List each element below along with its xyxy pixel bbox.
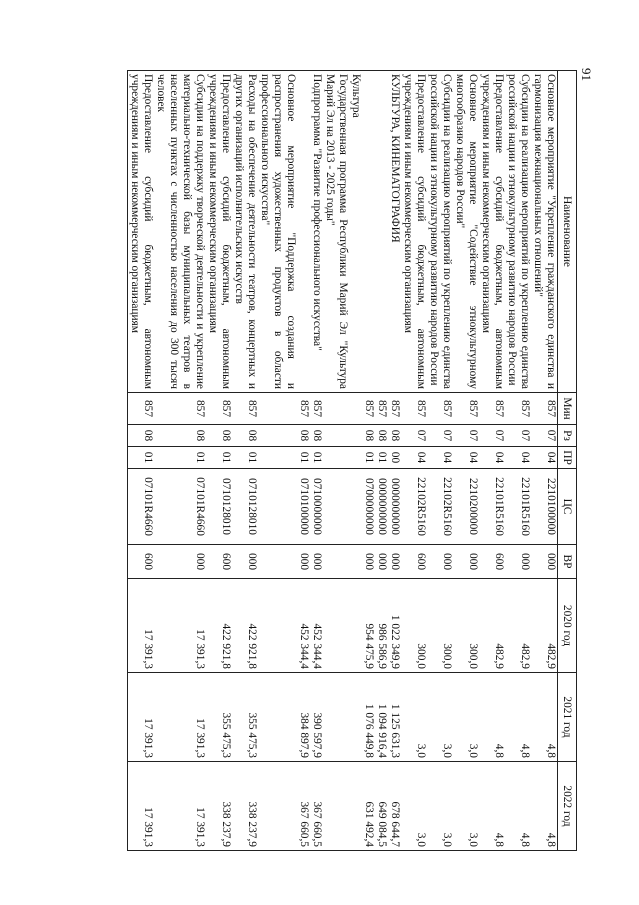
cell-rz xyxy=(505,425,531,447)
cell-vr xyxy=(531,545,558,579)
cell-value: 857 xyxy=(246,399,258,418)
table-row xyxy=(531,71,558,851)
cell-value: 000 xyxy=(363,552,375,571)
cell-value: 0710128010 xyxy=(246,478,258,535)
row-name: Предоставление субсидий бюджетным, автономным учреждениям и иным некоммерческим организациям xyxy=(401,71,427,393)
cell-cs xyxy=(206,469,232,545)
cell-y2021 xyxy=(258,673,297,762)
cell-value: 17 391,3 xyxy=(142,807,154,847)
table-row xyxy=(505,71,531,851)
cell-value: 857 xyxy=(142,399,154,418)
cell-vr xyxy=(323,545,349,579)
cell-value: 0000000000 xyxy=(376,478,388,535)
cell-value: 338 237,9 xyxy=(220,801,232,847)
cell-y2021 xyxy=(206,673,232,762)
cell-value: 600 xyxy=(493,552,505,571)
cell-pr xyxy=(453,447,479,469)
cell-value: 07 xyxy=(519,429,531,442)
cell-value: 04 xyxy=(545,451,557,464)
cell-cs xyxy=(479,469,505,545)
row-name: Субсидии на поддержку творческой деятельности и укрепление материально-технической базы муниципальных театров в населенных пунктах с численностью населения до 300 тысяч человек xyxy=(154,71,206,393)
cell-vr xyxy=(362,545,401,579)
cell-cs xyxy=(128,469,155,545)
row-name: Предоставление субсидий бюджетным, автономным учреждениям и иным некоммерческим организациям xyxy=(479,71,505,393)
cell-value: 01 xyxy=(220,451,232,464)
cell-value: 17 391,3 xyxy=(142,629,154,669)
cell-value: 857 xyxy=(311,399,323,418)
cell-value: 08 xyxy=(220,429,232,442)
cell-y2022 xyxy=(232,762,258,851)
cell-value: 1 094 916,4 xyxy=(376,703,388,758)
cell-value: 482,9 xyxy=(519,643,531,669)
cell-value: 3,0 xyxy=(415,743,427,758)
cell-pr xyxy=(401,447,427,469)
cell-value: 2210200000 xyxy=(467,478,479,535)
cell-vr xyxy=(453,545,479,579)
table-row xyxy=(323,71,349,851)
cell-value: 0710128010 xyxy=(220,478,232,535)
cell-value: 300,0 xyxy=(415,643,427,669)
cell-value: 01 xyxy=(246,451,258,464)
cell-value: 857 xyxy=(389,399,401,418)
cell-value: 1 076 449,8 xyxy=(363,703,375,758)
cell-value: 482,9 xyxy=(545,643,557,669)
cell-cs xyxy=(453,469,479,545)
cell-value: 422 921,8 xyxy=(246,623,258,669)
cell-pr xyxy=(128,447,155,469)
cell-y2021 xyxy=(128,673,155,762)
cell-value: 0710100000 xyxy=(298,478,310,535)
cell-value: 07 xyxy=(545,429,557,442)
cell-value: 07 xyxy=(467,429,479,442)
cell-y2021 xyxy=(453,673,479,762)
cell-value: 857 xyxy=(298,399,310,418)
cell-value: 01 xyxy=(376,451,388,464)
cell-cs xyxy=(297,469,323,545)
cell-vr xyxy=(297,545,323,579)
cell-value: 0000000000 xyxy=(389,478,401,535)
table-row xyxy=(297,71,323,851)
cell-pr xyxy=(349,447,362,469)
cell-value: 857 xyxy=(519,399,531,418)
cell-value: 000 xyxy=(246,552,258,571)
cell-y2022 xyxy=(453,762,479,851)
row-name: Субсидии на реализацию мероприятий по укреплению единства российской нации и этнокультурному развитию народов России xyxy=(427,71,453,393)
cell-rz xyxy=(206,425,232,447)
cell-y2022 xyxy=(505,762,531,851)
cell-min xyxy=(362,393,401,425)
cell-value: 04 xyxy=(467,451,479,464)
cell-value: 338 237,9 xyxy=(246,801,258,847)
cell-value: 01 xyxy=(194,451,206,464)
cell-value: 07 xyxy=(441,429,453,442)
table-row xyxy=(206,71,232,851)
row-name: Предоставление субсидий бюджетным, автономным учреждениям и иным некоммерческим организациям xyxy=(128,71,155,393)
row-name: КУЛЬТУРА, КИНЕМАТОГРАФИЯ xyxy=(362,71,401,393)
cell-y2022 xyxy=(297,762,323,851)
cell-value: 04 xyxy=(415,451,427,464)
cell-cs xyxy=(531,469,558,545)
row-name: Подпрограмма "Развитие профессионального искусства" xyxy=(297,71,323,393)
cell-y2022 xyxy=(531,762,558,851)
row-name: Основное мероприятие "Содействие этнокультурному многообразию народов России" xyxy=(453,71,479,393)
cell-value: 857 xyxy=(363,399,375,418)
cell-value: 3,0 xyxy=(467,832,479,847)
cell-value: 22102R5160 xyxy=(441,477,453,536)
cell-value: 384 897,9 xyxy=(298,712,310,758)
cell-vr xyxy=(128,545,155,579)
cell-min xyxy=(401,393,427,425)
cell-y2021 xyxy=(232,673,258,762)
cell-value: 4,8 xyxy=(519,743,531,758)
cell-rz xyxy=(232,425,258,447)
cell-y2020 xyxy=(531,579,558,673)
header-pr: ПР xyxy=(558,447,577,469)
cell-value: 04 xyxy=(493,451,505,464)
cell-y2020 xyxy=(401,579,427,673)
cell-value: 857 xyxy=(376,399,388,418)
cell-value: 01 xyxy=(298,451,310,464)
cell-rz xyxy=(128,425,155,447)
cell-y2020 xyxy=(427,579,453,673)
cell-y2022 xyxy=(323,762,349,851)
cell-value: 631 492,4 xyxy=(363,801,375,847)
row-name: Основное мероприятие "Укрепление гражданского единства и гармонизация межнациональных отношений" xyxy=(531,71,558,393)
cell-vr xyxy=(206,545,232,579)
cell-min xyxy=(323,393,349,425)
cell-rz xyxy=(323,425,349,447)
cell-pr xyxy=(154,447,206,469)
cell-y2020 xyxy=(323,579,349,673)
row-name: Основное мероприятие "Поддержка создания и распространения художественных продуктов в области профессионального искусства" xyxy=(258,71,297,393)
cell-value: 000 xyxy=(194,552,206,571)
cell-y2021 xyxy=(297,673,323,762)
cell-value: 000 xyxy=(311,552,323,571)
cell-value: 04 xyxy=(519,451,531,464)
cell-y2022 xyxy=(128,762,155,851)
cell-min xyxy=(128,393,155,425)
cell-pr xyxy=(505,447,531,469)
cell-y2020 xyxy=(362,579,401,673)
cell-vr xyxy=(258,545,297,579)
cell-rz xyxy=(531,425,558,447)
cell-value: 08 xyxy=(389,429,401,442)
cell-rz xyxy=(297,425,323,447)
cell-value: 07 xyxy=(415,429,427,442)
cell-y2022 xyxy=(401,762,427,851)
cell-value: 3,0 xyxy=(441,832,453,847)
header-2020: 2020 год xyxy=(558,579,577,673)
row-name: Субсидии на реализацию мероприятий по укреплению единства российской нации и этнокультурному развитию народов России xyxy=(505,71,531,393)
cell-y2022 xyxy=(479,762,505,851)
cell-rz xyxy=(258,425,297,447)
cell-value: 300,0 xyxy=(467,643,479,669)
cell-min xyxy=(453,393,479,425)
cell-value: 000 xyxy=(376,552,388,571)
cell-value: 000 xyxy=(441,552,453,571)
table-row xyxy=(128,71,155,851)
cell-pr xyxy=(232,447,258,469)
cell-pr xyxy=(206,447,232,469)
cell-value: 649 084,5 xyxy=(376,801,388,847)
cell-value: 00 xyxy=(389,451,401,464)
cell-y2022 xyxy=(349,762,362,851)
table-row xyxy=(154,71,206,851)
cell-cs xyxy=(349,469,362,545)
cell-value: 367 660,5 xyxy=(311,801,323,847)
cell-value: 17 391,3 xyxy=(194,807,206,847)
cell-value: 3,0 xyxy=(467,743,479,758)
cell-value: 01 xyxy=(311,451,323,464)
cell-value: 452 344,4 xyxy=(311,623,323,669)
cell-pr xyxy=(531,447,558,469)
cell-cs xyxy=(323,469,349,545)
cell-vr xyxy=(349,545,362,579)
cell-y2020 xyxy=(258,579,297,673)
cell-y2022 xyxy=(427,762,453,851)
header-name: Наименование xyxy=(558,71,577,393)
page-number: 91 xyxy=(579,68,594,81)
cell-cs xyxy=(505,469,531,545)
cell-y2021 xyxy=(323,673,349,762)
row-name: Культура xyxy=(349,71,362,393)
cell-value: 000 xyxy=(467,552,479,571)
header-2022: 2022 год xyxy=(558,762,577,851)
cell-y2020 xyxy=(154,579,206,673)
cell-y2020 xyxy=(505,579,531,673)
cell-rz xyxy=(479,425,505,447)
cell-value: 954 475,9 xyxy=(363,623,375,669)
cell-y2022 xyxy=(154,762,206,851)
row-name: Расходы на обеспечение деятельности театров, концертных и других организаций исполнительских искусств xyxy=(232,71,258,393)
header-min: Мин xyxy=(558,393,577,425)
cell-value: 08 xyxy=(363,429,375,442)
cell-value: 08 xyxy=(298,429,310,442)
cell-rz xyxy=(349,425,362,447)
cell-value: 986 586,9 xyxy=(376,623,388,669)
cell-min xyxy=(531,393,558,425)
rotated-page xyxy=(77,70,577,850)
header-2021: 2021 год xyxy=(558,673,577,762)
cell-value: 3,0 xyxy=(415,832,427,847)
cell-y2020 xyxy=(479,579,505,673)
cell-value: 4,8 xyxy=(493,743,505,758)
cell-pr xyxy=(323,447,349,469)
cell-cs xyxy=(258,469,297,545)
cell-value: 08 xyxy=(311,429,323,442)
cell-y2021 xyxy=(154,673,206,762)
cell-y2020 xyxy=(232,579,258,673)
cell-min xyxy=(232,393,258,425)
cell-value: 07101R4660 xyxy=(194,477,206,536)
cell-value: 857 xyxy=(194,399,206,418)
cell-value: 4,8 xyxy=(545,743,557,758)
cell-value: 857 xyxy=(493,399,505,418)
cell-value: 0700000000 xyxy=(363,478,375,535)
cell-min xyxy=(427,393,453,425)
cell-value: 4,8 xyxy=(545,832,557,847)
cell-min xyxy=(479,393,505,425)
cell-y2021 xyxy=(362,673,401,762)
cell-value: 08 xyxy=(142,429,154,442)
cell-value: 01 xyxy=(142,451,154,464)
cell-value: 857 xyxy=(220,399,232,418)
row-name: Государственная программа Республики Марий Эл "Культура Марий Эл на 2013 - 2025 годы" xyxy=(323,71,349,393)
cell-value: 355 475,3 xyxy=(246,712,258,758)
cell-min xyxy=(505,393,531,425)
cell-value: 390 597,9 xyxy=(311,712,323,758)
cell-value: 000 xyxy=(545,552,557,571)
table-row xyxy=(479,71,505,851)
cell-y2020 xyxy=(349,579,362,673)
cell-vr xyxy=(401,545,427,579)
cell-pr xyxy=(258,447,297,469)
cell-vr xyxy=(427,545,453,579)
cell-y2020 xyxy=(128,579,155,673)
cell-cs xyxy=(427,469,453,545)
table-body xyxy=(128,71,558,851)
cell-pr xyxy=(479,447,505,469)
cell-value: 422 921,8 xyxy=(220,623,232,669)
cell-value: 1 022 349,9 xyxy=(389,614,401,669)
cell-value: 08 xyxy=(246,429,258,442)
cell-vr xyxy=(505,545,531,579)
cell-value: 22101R5160 xyxy=(493,477,505,536)
cell-value: 08 xyxy=(376,429,388,442)
cell-cs xyxy=(154,469,206,545)
cell-rz xyxy=(154,425,206,447)
table-row xyxy=(258,71,297,851)
cell-min xyxy=(258,393,297,425)
cell-value: 000 xyxy=(298,552,310,571)
cell-rz xyxy=(453,425,479,447)
cell-y2021 xyxy=(427,673,453,762)
cell-value: 452 344,4 xyxy=(298,623,310,669)
cell-value: 857 xyxy=(415,399,427,418)
cell-y2022 xyxy=(258,762,297,851)
cell-value: 17 391,3 xyxy=(194,629,206,669)
cell-pr xyxy=(427,447,453,469)
cell-value: 857 xyxy=(441,399,453,418)
cell-y2022 xyxy=(206,762,232,851)
cell-cs xyxy=(362,469,401,545)
table-row xyxy=(362,71,401,851)
table-header-row xyxy=(558,71,577,851)
cell-vr xyxy=(479,545,505,579)
cell-value: 4,8 xyxy=(519,832,531,847)
cell-y2020 xyxy=(297,579,323,673)
table-row xyxy=(232,71,258,851)
cell-value: 857 xyxy=(467,399,479,418)
header-rz: Рз xyxy=(558,425,577,447)
cell-pr xyxy=(297,447,323,469)
cell-value: 22102R5160 xyxy=(415,477,427,536)
cell-value: 857 xyxy=(545,399,557,418)
cell-min xyxy=(154,393,206,425)
cell-cs xyxy=(401,469,427,545)
table-row xyxy=(401,71,427,851)
cell-value: 678 644,7 xyxy=(389,801,401,847)
cell-value: 482,9 xyxy=(493,643,505,669)
cell-y2021 xyxy=(349,673,362,762)
cell-rz xyxy=(401,425,427,447)
cell-value: 000 xyxy=(389,552,401,571)
cell-y2020 xyxy=(206,579,232,673)
cell-value: 367 660,5 xyxy=(298,801,310,847)
cell-value: 000 xyxy=(519,552,531,571)
cell-min xyxy=(349,393,362,425)
header-cs: ЦС xyxy=(558,469,577,545)
cell-rz xyxy=(362,425,401,447)
cell-value: 600 xyxy=(415,552,427,571)
table-row xyxy=(427,71,453,851)
cell-pr xyxy=(362,447,401,469)
cell-value: 04 xyxy=(441,451,453,464)
cell-value: 17 391,3 xyxy=(194,718,206,758)
cell-y2021 xyxy=(505,673,531,762)
cell-y2021 xyxy=(401,673,427,762)
cell-value: 3,0 xyxy=(441,743,453,758)
cell-value: 600 xyxy=(220,552,232,571)
cell-value: 355 475,3 xyxy=(220,712,232,758)
cell-value: 07 xyxy=(493,429,505,442)
cell-value: 4,8 xyxy=(493,832,505,847)
budget-table xyxy=(127,70,577,851)
cell-value: 600 xyxy=(142,552,154,571)
table-row xyxy=(349,71,362,851)
cell-y2021 xyxy=(531,673,558,762)
row-name: Предоставление субсидий бюджетным, автономным учреждениям и иным некоммерческим организациям xyxy=(206,71,232,393)
table-row xyxy=(453,71,479,851)
cell-cs xyxy=(232,469,258,545)
cell-value: 1 125 631,3 xyxy=(389,703,401,758)
cell-value: 2210100000 xyxy=(545,478,557,535)
cell-vr xyxy=(154,545,206,579)
cell-value: 01 xyxy=(363,451,375,464)
cell-value: 07101R4660 xyxy=(142,477,154,536)
cell-y2021 xyxy=(479,673,505,762)
cell-value: 17 391,3 xyxy=(142,718,154,758)
cell-vr xyxy=(232,545,258,579)
cell-y2022 xyxy=(362,762,401,851)
cell-value: 08 xyxy=(194,429,206,442)
cell-y2020 xyxy=(453,579,479,673)
cell-value: 0710000000 xyxy=(311,478,323,535)
cell-value: 300,0 xyxy=(441,643,453,669)
cell-value: 22101R5160 xyxy=(519,477,531,536)
header-vr: ВР xyxy=(558,545,577,579)
cell-min xyxy=(206,393,232,425)
cell-rz xyxy=(427,425,453,447)
cell-min xyxy=(297,393,323,425)
